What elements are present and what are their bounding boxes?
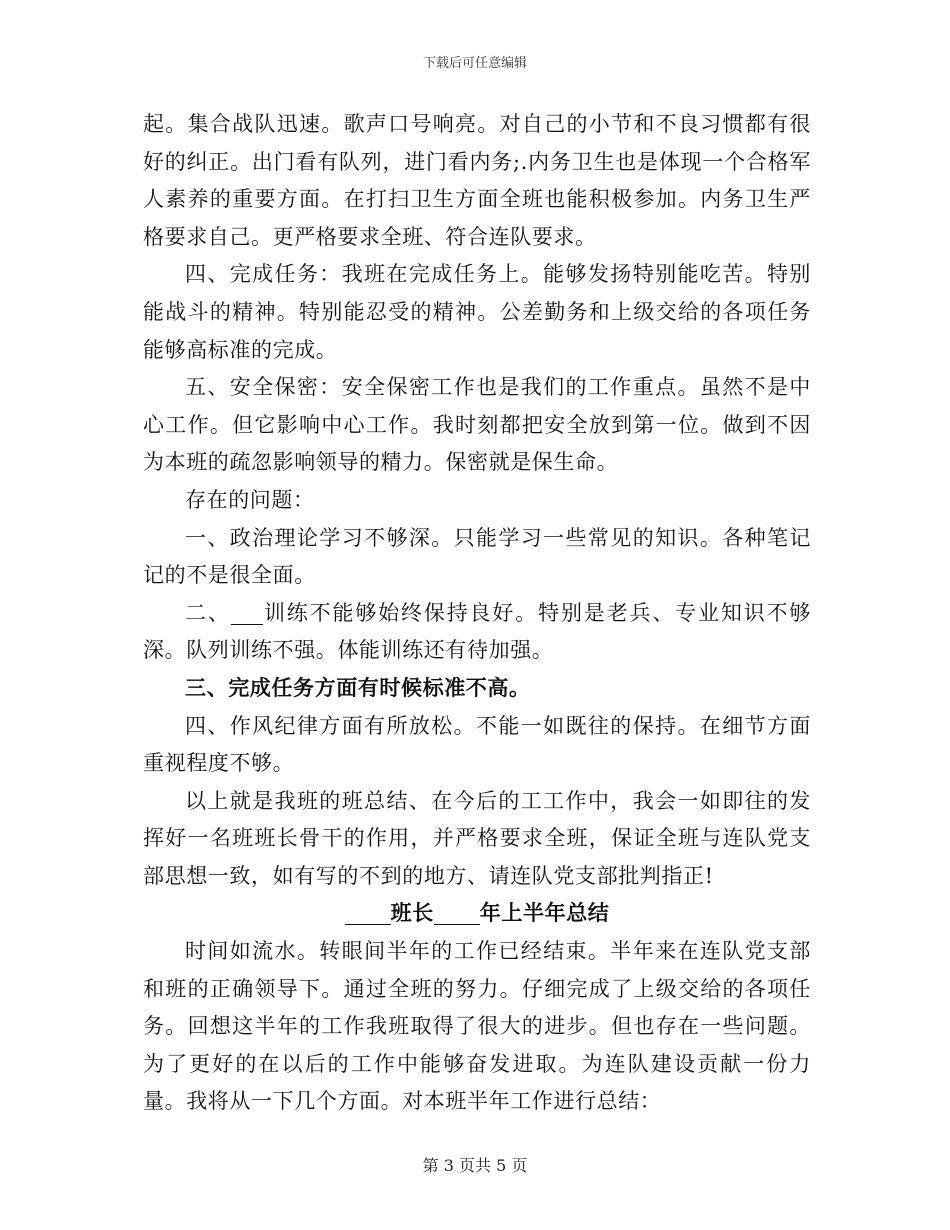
- problem-3: 三、完成任务方面有时候标准不高。: [185, 675, 531, 700]
- paragraph-tasks: 四、完成任务：我班在完成任务上。能够发扬特别能吃苦。特别能战斗的精神。特别能忍受的精神。公差勤务和上级交给的各项任务能够高标准的完成。: [143, 262, 811, 362]
- problems-heading: 存在的问题：: [185, 487, 315, 512]
- section-title: [143, 895, 811, 933]
- document-body: [143, 106, 811, 1121]
- problem-1: 一、政治理论学习不够深。只能学习一些常见的知识。各种笔记记的不是很全面。: [143, 525, 811, 588]
- problem-2-text: 训练不能够始终保持良好。特别是老兵、专业知识不够深。队列训练不强。体能训练还有待加强。: [143, 600, 811, 663]
- blank-underline: [345, 903, 391, 925]
- page-header: 下载后可任意编辑: [422, 56, 527, 71]
- paragraph-intro: 时间如流水。转眼间半年的工作已经结束。半年来在连队党支部和班的正确领导下。通过全班的努力。仔细完成了上级交给的各项任务。回想这半年的工作我班取得了很大的进步。但也存在一些问题。为了更好的在以后的工作中能够奋发进取。为连队建设贡献一份力量。我将从一下几个方面。对本班半年工作进行总结：: [143, 939, 811, 1114]
- problem-4: 四、作风纪律方面有所放松。不能一如既往的保持。在细节方面重视程度不够。: [143, 713, 811, 776]
- problem-2: [143, 595, 811, 670]
- section-title-part1: 班长: [390, 901, 434, 926]
- paragraph-security: 五、安全保密：安全保密工作也是我们的工作重点。虽然不是中心工作。但它影响中心工作。我时刻都把安全放到第一位。做到不因为本班的疏忽影响领导的精力。保密就是保生命。: [143, 375, 811, 475]
- paragraph-conclusion: 以上就是我班的班总结、在今后的工工作中，我会一如即往的发挥好一名班班长骨干的作用，并严格要求全班，保证全班与连队党支部思想一致，如有写的不到的地方、请连队党支部批判指正!: [143, 788, 811, 888]
- page-footer: 第 3 页共 5 页: [422, 1156, 528, 1175]
- section-title-part2: 年上半年总结: [479, 901, 610, 926]
- blank-underline: [434, 903, 480, 925]
- paragraph-discipline: 起。集合战队迅速。歌声口号响亮。对自己的小节和不良习惯都有很好的纠正。出门看有队列，进门看内务;.内务卫生也是体现一个合格军人素养的重要方面。在打扫卫生方面全班也能积极参加。内务卫生严格要求自己。更严格要求全班、符合连队要求。: [143, 112, 811, 249]
- blank-underline: [231, 603, 263, 625]
- problem-2-prefix: 二、: [185, 600, 231, 625]
